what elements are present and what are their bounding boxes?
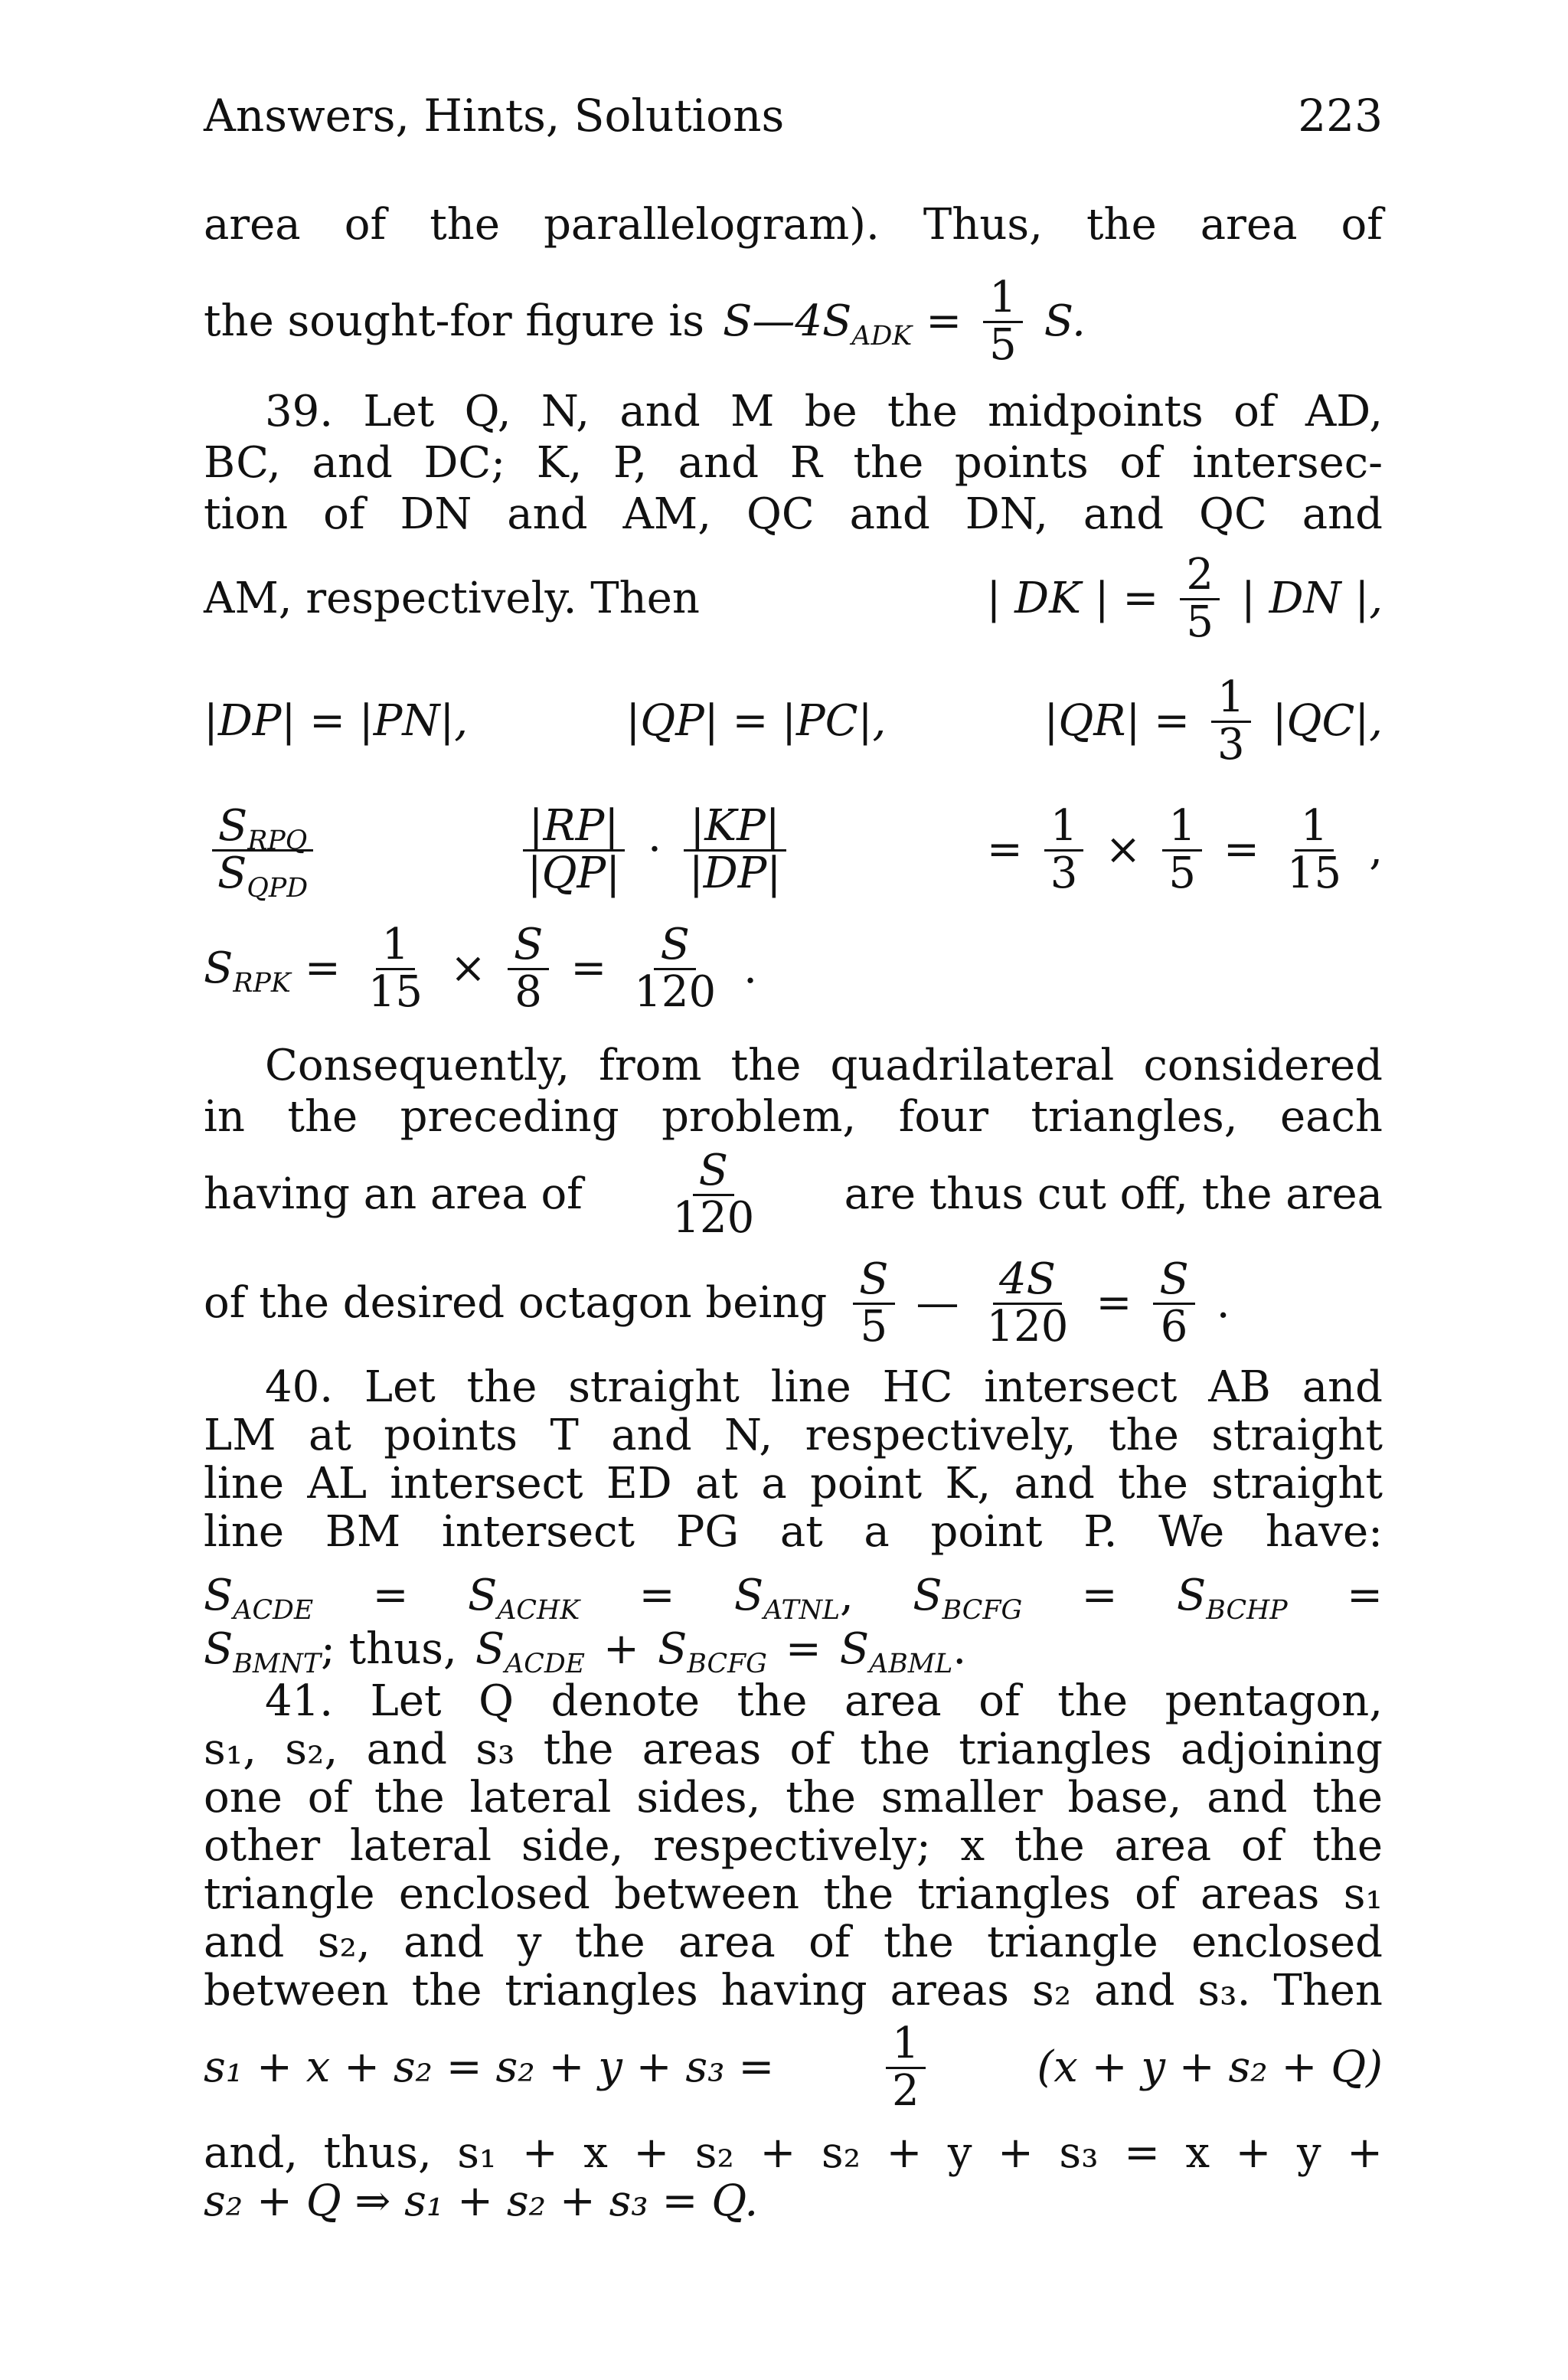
fraction-numerator: 1 xyxy=(1211,675,1251,723)
fraction xyxy=(362,920,429,1017)
equals-sign: = xyxy=(986,824,1023,875)
symbol: S xyxy=(913,1571,942,1620)
problem-39-eq3 xyxy=(204,801,1383,904)
subscript: ABML xyxy=(869,1649,953,1680)
text-span: are thus cut off, the area xyxy=(844,1169,1383,1219)
area-expression xyxy=(723,273,1086,370)
fraction-numerator: S xyxy=(508,923,549,970)
fraction-denominator: 5 xyxy=(1168,848,1196,898)
text-span: ; thus, xyxy=(320,1624,457,1674)
text-line: one of the lateral sides, the smaller base, and the xyxy=(204,1772,1383,1823)
symbol: S xyxy=(217,848,247,898)
minus-sign: — xyxy=(916,1277,959,1328)
symbol: S xyxy=(204,1571,234,1620)
fraction-numerator: 4S xyxy=(993,1257,1062,1305)
problem-39-text xyxy=(204,1041,1383,1143)
text-line: 39. Let Q, N, and M be the midpoints of AD, xyxy=(265,387,1383,436)
fraction-denominator: 120 xyxy=(672,1192,755,1243)
fraction-numerator: 1 xyxy=(376,923,416,970)
fraction-numerator: S xyxy=(1153,1257,1194,1305)
fraction xyxy=(1044,801,1084,898)
subscript: QPD xyxy=(247,872,309,904)
fraction xyxy=(683,801,787,898)
problem-39-eq5 xyxy=(204,1146,1383,1243)
fraction-numerator: 1 xyxy=(983,276,1023,323)
formula xyxy=(514,801,795,898)
punctuation: , xyxy=(840,1571,854,1620)
equals-sign: = xyxy=(785,1624,822,1674)
punctuation: . xyxy=(1216,1277,1230,1328)
expr-sub: ADK xyxy=(851,320,913,351)
symbol: S xyxy=(204,943,234,993)
symbol: S xyxy=(217,801,248,851)
problem-41 xyxy=(204,1677,1383,2016)
fraction-numerator: S xyxy=(654,923,695,970)
formula xyxy=(1044,672,1383,770)
symbol: S xyxy=(733,1571,764,1620)
text-line: line AL intersect ED at a point K, and the straight xyxy=(204,1458,1383,1509)
fraction-denominator: 120 xyxy=(986,1301,1069,1352)
fraction-denominator: |QP| xyxy=(527,848,621,898)
expr: S—4S xyxy=(723,296,852,346)
fraction xyxy=(853,1254,894,1352)
formula-part: s₂ + Q ⇒ s₁ + s₂ + s₃ = Q. xyxy=(204,2176,759,2226)
fraction-numerator: 2 xyxy=(1180,553,1220,600)
dot-operator: · xyxy=(648,824,662,875)
punctuation: . xyxy=(952,1624,967,1674)
symbol: S xyxy=(475,1624,505,1674)
fraction xyxy=(521,801,626,898)
formula xyxy=(986,801,1383,898)
text-line: 40. Let the straight line HC intersect AB and xyxy=(265,1362,1383,1412)
page-number: 223 xyxy=(1298,90,1383,142)
running-title: Answers, Hints, Solutions xyxy=(204,90,785,142)
expr-tail: S. xyxy=(1044,296,1086,346)
formula-line xyxy=(204,920,1383,1017)
equals-sign: = xyxy=(639,1571,675,1620)
problem-40-eq1 xyxy=(204,1571,1383,1626)
formula-line xyxy=(204,273,1383,370)
subscript: ACDE xyxy=(505,1649,586,1680)
fraction xyxy=(886,2019,926,2116)
problem-39-eq6 xyxy=(204,1254,1383,1352)
fraction xyxy=(508,920,549,1017)
symbol: S xyxy=(839,1624,870,1674)
subscript: RPQ xyxy=(247,825,308,857)
text-line: tion of DN and AM, QC and DN, and QC and xyxy=(204,489,1383,539)
symbol: S xyxy=(1176,1571,1207,1620)
fraction-denominator: 3 xyxy=(1217,719,1245,770)
subscript: RPK xyxy=(233,967,291,999)
text-span: the sought-for figure is xyxy=(204,296,705,346)
text-line: between the triangles having areas s₂ and s₃. Then xyxy=(204,1965,1383,2015)
fraction-numerator: 1 xyxy=(1044,804,1084,852)
fraction xyxy=(666,1146,760,1243)
equals-sign: = xyxy=(304,943,341,993)
running-head xyxy=(204,90,1383,152)
text-line xyxy=(204,2177,1383,2227)
formula xyxy=(986,550,1383,647)
formula-line xyxy=(204,1624,1383,1680)
subscript: BMNT xyxy=(233,1649,321,1680)
equals-sign: = xyxy=(570,943,607,993)
text-line: and s₂, and y the area of the triangle enclosed xyxy=(204,1917,1383,1967)
problem-39-eq1 xyxy=(204,550,1383,647)
text-line: LM at points T and N, respectively, the straight xyxy=(204,1410,1383,1460)
problem-39-eq4 xyxy=(204,920,1383,1017)
formula-part: |QP| = |PC|, xyxy=(626,695,887,746)
fraction-numerator: S xyxy=(693,1149,734,1196)
formula-part: (x + y + s₂ + Q) xyxy=(1037,2042,1383,2092)
symbol: S xyxy=(204,1624,234,1674)
problem-40 xyxy=(204,1363,1383,1558)
symbol: S xyxy=(467,1571,498,1620)
formula-line xyxy=(204,550,1383,647)
fraction-denominator: 15 xyxy=(368,966,423,1017)
equals-sign: = xyxy=(372,1571,409,1620)
fraction xyxy=(628,920,722,1017)
problem-40-eq2 xyxy=(204,1624,1383,1680)
formula-line xyxy=(204,1254,1383,1352)
fraction-denominator: 5 xyxy=(989,319,1017,370)
equals-sign: = xyxy=(1223,824,1259,875)
fraction-numerator: 1 xyxy=(1295,804,1334,852)
fraction xyxy=(1162,801,1202,898)
formula-part: |DP| = |PN|, xyxy=(204,695,469,746)
fraction xyxy=(981,1254,1075,1352)
formula xyxy=(845,1254,1230,1352)
text-span: AM, respectively. Then xyxy=(204,573,700,623)
problem-38-result xyxy=(204,273,1383,370)
fraction-denominator: 2 xyxy=(892,2065,920,2116)
text-line: triangle enclosed between the triangles of areas s₁ xyxy=(204,1868,1383,1919)
subscript: BCFG xyxy=(942,1595,1023,1626)
fraction-denominator: |DP| xyxy=(688,848,782,898)
fraction-denominator: 15 xyxy=(1286,848,1342,898)
fraction-denominator: 5 xyxy=(1186,597,1214,647)
times-operator: × xyxy=(450,943,486,993)
subscript: ACHK xyxy=(497,1595,580,1626)
equals-sign: = xyxy=(926,296,962,346)
formula-part: s₁ + x + s₂ = s₂ + y + s₃ = xyxy=(204,2042,775,2092)
problem-41-eq1 xyxy=(204,2019,1383,2116)
formula-line xyxy=(204,1571,1383,1626)
text-line: s₁, s₂, and s₃ the areas of the triangles adjoining xyxy=(204,1724,1383,1774)
equals-sign: = xyxy=(1096,1277,1132,1328)
fraction xyxy=(1180,550,1220,647)
fraction-denominator: 8 xyxy=(514,966,542,1017)
text-line: area of the parallelogram). Thus, the area of xyxy=(204,200,1383,250)
fraction-numerator: 1 xyxy=(1162,804,1202,852)
formula xyxy=(204,920,757,1017)
problem-39-eq2 xyxy=(204,672,1383,770)
fraction-denominator: 3 xyxy=(1050,848,1078,898)
punctuation: , xyxy=(1369,824,1383,875)
text-line: Consequently, from the quadrilateral considered xyxy=(265,1041,1383,1090)
fraction xyxy=(1281,801,1348,898)
area-ratio xyxy=(211,801,314,904)
plus-sign: + xyxy=(603,1624,639,1674)
formula-line xyxy=(204,672,1383,770)
equals-sign: = xyxy=(1081,1571,1118,1620)
fraction xyxy=(983,273,1023,370)
fraction xyxy=(1153,1254,1194,1352)
subscript: ATNL xyxy=(763,1595,841,1626)
formula-line xyxy=(204,801,1383,904)
formula-part: | DN |, xyxy=(1240,573,1383,623)
text-line: other lateral side, respectively; x the area of the xyxy=(204,1820,1383,1871)
text-line: in the preceding problem, four triangles, each xyxy=(204,1091,1383,1142)
formula-line xyxy=(204,1146,1383,1243)
formula-line xyxy=(204,2019,1383,2116)
symbol: S xyxy=(657,1624,688,1674)
problem-38-end xyxy=(204,201,1383,250)
fraction-numerator: |RP| xyxy=(523,804,626,852)
fraction-denominator: 5 xyxy=(860,1301,888,1352)
fraction xyxy=(1211,672,1251,770)
formula-part: |QC|, xyxy=(1272,695,1383,746)
formula-part: |QR| = xyxy=(1044,695,1191,746)
formula-part: | DK | = xyxy=(986,573,1159,623)
subscript: BCFG xyxy=(687,1649,767,1680)
subscript: ACDE xyxy=(233,1595,314,1626)
text-line: BC, and DC; K, P, and R the points of intersec- xyxy=(204,437,1383,488)
subscript: BCHP xyxy=(1206,1595,1288,1626)
fraction-denominator: 6 xyxy=(1160,1301,1188,1352)
fraction-numerator: |KP| xyxy=(684,804,786,852)
times-operator: × xyxy=(1105,824,1142,875)
punctuation: . xyxy=(743,943,757,993)
text-line: and, thus, s₁ + x + s₂ + s₂ + y + s₃ = x + y + xyxy=(204,2128,1383,2178)
fraction-denominator: 120 xyxy=(634,966,717,1017)
problem-41-end xyxy=(204,2129,1383,2227)
text-span: of the desired octagon being xyxy=(204,1277,828,1328)
text-span: having an area of xyxy=(204,1169,583,1219)
problem-39 xyxy=(204,387,1383,540)
fraction-numerator: S xyxy=(853,1257,894,1305)
text-line: 41. Let Q denote the area of the pentagon, xyxy=(265,1676,1383,1726)
equals-sign: = xyxy=(1347,1571,1383,1620)
fraction-numerator: 1 xyxy=(886,2022,926,2069)
text-line: line BM intersect PG at a point P. We have: xyxy=(204,1506,1383,1557)
